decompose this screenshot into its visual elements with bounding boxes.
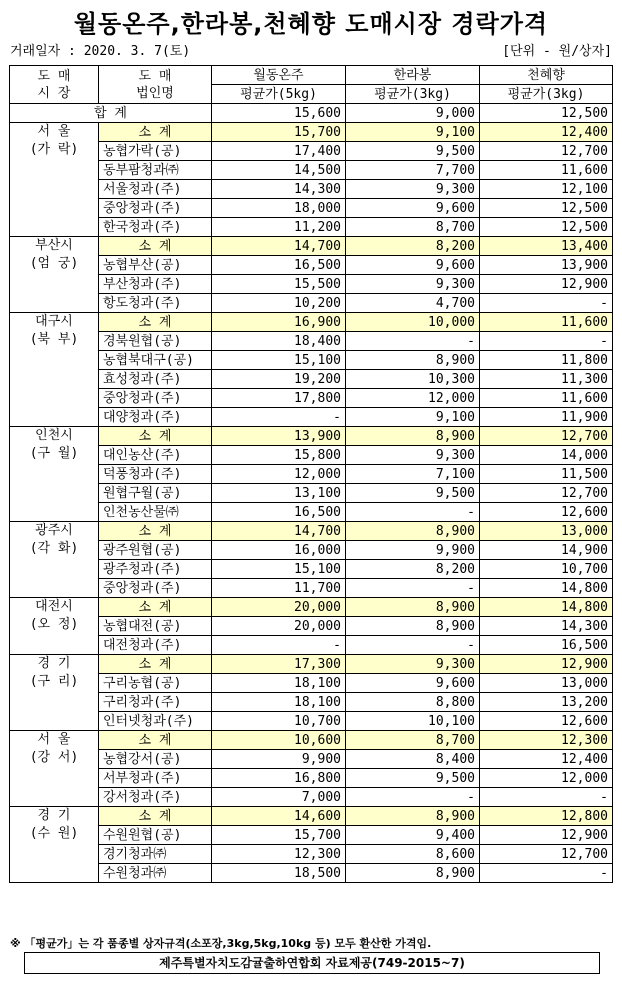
price-cell: 12,300 [480, 731, 613, 750]
subtotal-label: 소 계 [99, 807, 212, 826]
table-row [10, 636, 613, 655]
price-cell: 14,700 [212, 522, 346, 541]
price-cell: 8,900 [346, 598, 480, 617]
price-cell: 15,100 [212, 560, 346, 579]
table-row [10, 503, 613, 522]
corp-header [99, 66, 212, 104]
price-cell: 17,300 [212, 655, 346, 674]
price-cell: 16,500 [212, 503, 346, 522]
price-cell: 20,000 [212, 598, 346, 617]
market-name-line: (엄 궁) [29, 256, 79, 271]
price-cell: 11,600 [480, 389, 613, 408]
price-cell: 8,700 [346, 218, 480, 237]
subtotal-row [10, 237, 613, 256]
price-cell: 7,000 [212, 788, 346, 807]
price-table [9, 65, 613, 883]
price-cell: 13,000 [480, 522, 613, 541]
price-cell: 12,400 [480, 750, 613, 769]
corp-name: 중앙청과(주) [99, 199, 212, 218]
price-cell: 15,500 [212, 275, 346, 294]
corp-header-line2: 법인명 [136, 85, 174, 101]
corp-name: 경북원협(공) [99, 332, 212, 351]
market-name-line: (구 월) [29, 446, 79, 461]
table-row [10, 408, 613, 427]
price-cell: 16,000 [212, 541, 346, 560]
table-row [10, 218, 613, 237]
price-cell: 14,500 [212, 161, 346, 180]
price-cell: 12,000 [346, 389, 480, 408]
table-row [10, 845, 613, 864]
market-name-line: 부산시 [35, 238, 73, 253]
footnote: ※ 「평균가」는 각 품종별 상자규격(소포장,3kg,5kg,10kg 등) 모두 환산한 가격임. [10, 937, 432, 950]
price-cell: 8,600 [346, 845, 480, 864]
price-cell: 7,100 [346, 465, 480, 484]
table-row [10, 712, 613, 731]
subtotal-label: 소 계 [99, 522, 212, 541]
market-name-line: 서 울 [37, 732, 71, 747]
market-header-line1: 도 매 [37, 68, 71, 84]
subtotal-label: 소 계 [99, 313, 212, 332]
price-cell: 16,500 [480, 636, 613, 655]
price-cell: 11,600 [480, 161, 613, 180]
total-row [10, 104, 613, 123]
market-name-line: (구 리) [29, 674, 79, 689]
price-cell: 14,300 [212, 180, 346, 199]
market-name [10, 731, 99, 807]
price-cell: 14,600 [212, 807, 346, 826]
total-value: 9,000 [346, 104, 480, 123]
corp-name: 경기청과㈜ [99, 845, 212, 864]
price-cell: - [480, 864, 613, 883]
price-cell: 13,400 [480, 237, 613, 256]
price-cell: 13,900 [212, 427, 346, 446]
price-cell: 9,100 [346, 408, 480, 427]
price-cell: 15,700 [212, 826, 346, 845]
avg-header: 평균가(3kg) [480, 85, 613, 104]
table-row [10, 484, 613, 503]
price-cell: 12,800 [480, 807, 613, 826]
price-cell: 17,800 [212, 389, 346, 408]
price-cell: 9,500 [346, 484, 480, 503]
market-name-line: 대전시 [35, 599, 73, 614]
price-cell: 8,800 [346, 693, 480, 712]
table-row [10, 199, 613, 218]
price-cell: 17,400 [212, 142, 346, 161]
market-name [10, 123, 99, 237]
price-cell: 18,500 [212, 864, 346, 883]
price-cell: - [346, 636, 480, 655]
product-header: 한라봉 [346, 66, 480, 85]
price-cell: 12,900 [480, 655, 613, 674]
price-cell: 10,600 [212, 731, 346, 750]
subtotal-label: 소 계 [99, 427, 212, 446]
price-cell: 11,500 [480, 465, 613, 484]
table-row [10, 541, 613, 560]
corp-name: 부산청과(주) [99, 275, 212, 294]
price-cell: 9,600 [346, 199, 480, 218]
price-cell: 13,200 [480, 693, 613, 712]
trade-date: 거래일자 : 2020. 3. 7(토) [10, 44, 191, 59]
corp-name: 원협구월(공) [99, 484, 212, 503]
corp-name: 농협대전(공) [99, 617, 212, 636]
price-cell: 14,800 [480, 598, 613, 617]
corp-name: 구리청과(주) [99, 693, 212, 712]
price-cell: 12,400 [480, 123, 613, 142]
price-cell: 14,700 [212, 237, 346, 256]
market-name [10, 807, 99, 883]
price-cell: 9,300 [346, 275, 480, 294]
subtotal-label: 소 계 [99, 731, 212, 750]
price-cell: 11,800 [480, 351, 613, 370]
price-cell: 8,900 [346, 617, 480, 636]
table-row [10, 560, 613, 579]
price-cell: - [346, 579, 480, 598]
price-cell: 14,000 [480, 446, 613, 465]
table-row [10, 142, 613, 161]
market-name-line: 광주시 [35, 523, 73, 538]
market-name-line: (각 화) [29, 541, 79, 556]
corp-name: 농협가락(공) [99, 142, 212, 161]
table-row [10, 256, 613, 275]
market-name [10, 522, 99, 598]
price-cell: - [346, 503, 480, 522]
market-name-line: (수 원) [29, 826, 79, 841]
corp-name: 농협부산(공) [99, 256, 212, 275]
price-cell: 11,600 [480, 313, 613, 332]
price-cell: 8,200 [346, 560, 480, 579]
table-row [10, 788, 613, 807]
price-cell: 16,900 [212, 313, 346, 332]
price-cell: 13,100 [212, 484, 346, 503]
price-cell: 8,400 [346, 750, 480, 769]
price-cell: - [480, 294, 613, 313]
price-cell: 8,700 [346, 731, 480, 750]
price-cell: 15,800 [212, 446, 346, 465]
price-cell: 9,600 [346, 674, 480, 693]
market-name-line: 경 기 [37, 808, 71, 823]
table-row [10, 370, 613, 389]
price-cell: 9,400 [346, 826, 480, 845]
page-title: 월동온주,한라봉,천혜향 도매시장 경락가격 [73, 10, 549, 38]
market-name [10, 598, 99, 655]
price-cell: 9,500 [346, 142, 480, 161]
price-cell: 4,700 [346, 294, 480, 313]
price-cell: 18,400 [212, 332, 346, 351]
price-cell: 9,500 [346, 769, 480, 788]
corp-header-line1: 도 매 [138, 68, 172, 84]
corp-name: 대양청과(주) [99, 408, 212, 427]
corp-name: 중앙청과(주) [99, 579, 212, 598]
price-cell: 9,300 [346, 446, 480, 465]
corp-name: 농협강서(공) [99, 750, 212, 769]
total-value: 12,500 [480, 104, 613, 123]
market-header [10, 66, 99, 104]
price-cell: - [346, 788, 480, 807]
table-row [10, 465, 613, 484]
price-cell: 12,000 [212, 465, 346, 484]
price-cell: 16,800 [212, 769, 346, 788]
price-cell: - [480, 332, 613, 351]
market-name [10, 655, 99, 731]
price-cell: 11,900 [480, 408, 613, 427]
price-cell: 8,200 [346, 237, 480, 256]
table-row [10, 294, 613, 313]
market-header-line2: 시 장 [37, 85, 71, 101]
price-cell: 9,300 [346, 655, 480, 674]
corp-name: 서부청과(주) [99, 769, 212, 788]
subtotal-row [10, 313, 613, 332]
table-row [10, 674, 613, 693]
price-cell: - [480, 788, 613, 807]
price-cell: 14,900 [480, 541, 613, 560]
price-cell: 13,000 [480, 674, 613, 693]
corp-name: 광주청과(주) [99, 560, 212, 579]
corp-name: 수원원협(공) [99, 826, 212, 845]
table-row [10, 180, 613, 199]
table-row [10, 351, 613, 370]
subtotal-row [10, 807, 613, 826]
price-cell: 12,900 [480, 275, 613, 294]
table-row [10, 389, 613, 408]
price-cell: 12,700 [480, 845, 613, 864]
corp-name: 동부팜청과㈜ [99, 161, 212, 180]
subtotal-row [10, 655, 613, 674]
price-cell: 14,300 [480, 617, 613, 636]
price-cell: 14,800 [480, 579, 613, 598]
table-row [10, 864, 613, 883]
market-name-line: (오 정) [29, 617, 79, 632]
table-row [10, 693, 613, 712]
price-cell: 19,200 [212, 370, 346, 389]
price-cell: 20,000 [212, 617, 346, 636]
corp-name: 덕풍청과(주) [99, 465, 212, 484]
corp-name: 중앙청과(주) [99, 389, 212, 408]
price-cell: 11,200 [212, 218, 346, 237]
subtotal-label: 소 계 [99, 123, 212, 142]
market-name-line: 경 기 [37, 656, 71, 671]
corp-name: 농협북대구(공) [99, 351, 212, 370]
corp-name: 광주원협(공) [99, 541, 212, 560]
subtotal-row [10, 731, 613, 750]
corp-name: 항도청과(주) [99, 294, 212, 313]
table-row [10, 275, 613, 294]
market-name-line: 대구시 [35, 314, 73, 329]
table-row [10, 826, 613, 845]
corp-name: 강서청과(주) [99, 788, 212, 807]
corp-name: 서울청과(주) [99, 180, 212, 199]
price-cell: 13,900 [480, 256, 613, 275]
price-cell: 11,300 [480, 370, 613, 389]
market-name [10, 313, 99, 427]
price-cell: 8,900 [346, 427, 480, 446]
corp-name: 인터넷청과(주) [99, 712, 212, 731]
price-cell: 18,100 [212, 693, 346, 712]
price-cell: 8,900 [346, 864, 480, 883]
price-cell: 12,700 [480, 142, 613, 161]
table-row [10, 769, 613, 788]
table-row [10, 161, 613, 180]
price-cell: 8,900 [346, 807, 480, 826]
price-cell: 9,100 [346, 123, 480, 142]
price-cell: 9,900 [346, 541, 480, 560]
price-cell: 12,600 [480, 503, 613, 522]
price-cell: 12,300 [212, 845, 346, 864]
source-credit: 제주특별자치도감귤출하연합회 자료제공(749-2015~7) [24, 952, 600, 974]
subtotal-row [10, 598, 613, 617]
price-cell: 10,700 [480, 560, 613, 579]
price-cell: 16,500 [212, 256, 346, 275]
subtotal-row [10, 123, 613, 142]
price-cell: - [346, 332, 480, 351]
market-name-line: (강 서) [29, 750, 79, 765]
price-cell: 10,300 [346, 370, 480, 389]
subtotal-label: 소 계 [99, 237, 212, 256]
corp-name: 인천농산물㈜ [99, 503, 212, 522]
market-name [10, 237, 99, 313]
price-cell: 11,700 [212, 579, 346, 598]
price-cell: 12,900 [480, 826, 613, 845]
corp-name: 대인농산(주) [99, 446, 212, 465]
table-body [10, 104, 613, 883]
corp-name: 구리농협(공) [99, 674, 212, 693]
total-label: 합 계 [10, 104, 212, 123]
market-name [10, 427, 99, 522]
avg-header: 평균가(3kg) [346, 85, 480, 104]
price-cell: 8,900 [346, 522, 480, 541]
price-cell: 8,900 [346, 351, 480, 370]
price-cell: 12,600 [480, 712, 613, 731]
corp-name: 한국청과(주) [99, 218, 212, 237]
table-row [10, 579, 613, 598]
price-cell: - [212, 408, 346, 427]
subtotal-label: 소 계 [99, 655, 212, 674]
price-cell: 12,700 [480, 427, 613, 446]
market-name-line: 서 울 [37, 124, 71, 139]
subtotal-row [10, 427, 613, 446]
unit-label: [단위 - 원/상자] [502, 44, 612, 59]
price-cell: 10,000 [346, 313, 480, 332]
price-cell: 10,700 [212, 712, 346, 731]
table-row [10, 617, 613, 636]
price-cell: - [212, 636, 346, 655]
price-cell: 12,500 [480, 199, 613, 218]
market-name-line: 인천시 [35, 428, 73, 443]
price-cell: 9,900 [212, 750, 346, 769]
total-value: 15,600 [212, 104, 346, 123]
price-cell: 7,700 [346, 161, 480, 180]
price-cell: 12,700 [480, 484, 613, 503]
subtotal-row [10, 522, 613, 541]
price-cell: 10,200 [212, 294, 346, 313]
price-cell: 9,300 [346, 180, 480, 199]
corp-name: 효성청과(주) [99, 370, 212, 389]
report-meta [10, 40, 612, 58]
product-header: 월동온주 [212, 66, 346, 85]
subtotal-label: 소 계 [99, 598, 212, 617]
table-row [10, 332, 613, 351]
market-name-line: (가 락) [29, 142, 79, 157]
price-cell: 12,000 [480, 769, 613, 788]
price-cell: 18,000 [212, 199, 346, 218]
price-cell: 10,100 [346, 712, 480, 731]
avg-header: 평균가(5kg) [212, 85, 346, 104]
price-cell: 12,500 [480, 218, 613, 237]
price-cell: 9,600 [346, 256, 480, 275]
product-header: 천혜향 [480, 66, 613, 85]
price-cell: 12,100 [480, 180, 613, 199]
price-cell: 15,700 [212, 123, 346, 142]
table-row [10, 446, 613, 465]
table-row [10, 750, 613, 769]
price-cell: 18,100 [212, 674, 346, 693]
price-cell: 15,100 [212, 351, 346, 370]
corp-name: 대전청과(주) [99, 636, 212, 655]
market-name-line: (북 부) [29, 332, 79, 347]
corp-name: 수원청과㈜ [99, 864, 212, 883]
